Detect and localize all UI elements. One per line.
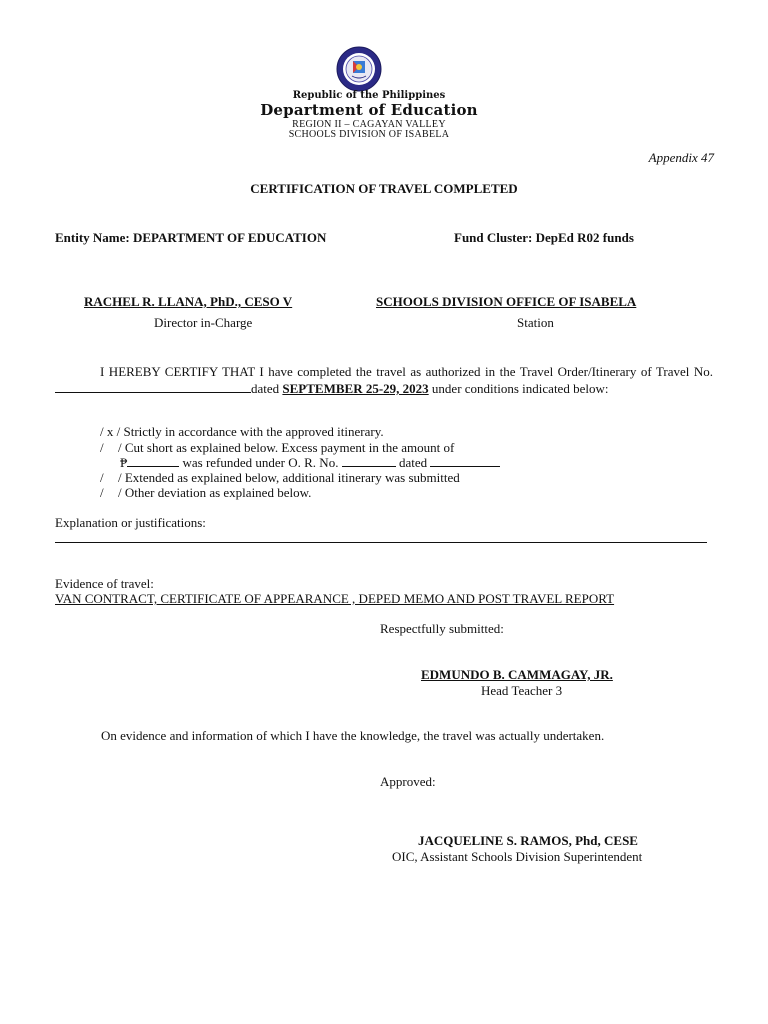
document-title: CERTIFICATION OF TRAVEL COMPLETED	[250, 181, 518, 196]
refund-date-blank	[430, 455, 500, 467]
approver-role: OIC, Assistant Schools Division Superintendent	[392, 849, 643, 864]
explanation-line	[55, 542, 707, 543]
evidence-label: Evidence of travel:	[55, 576, 154, 591]
director-name: RACHEL R. LLANA, PhD., CESO V	[84, 294, 293, 309]
knowledge-statement: On evidence and information of which I have the knowledge, the travel was actually undertaken.	[101, 728, 605, 743]
condition-deviation-mark: /	[100, 485, 104, 500]
condition-extended: / Extended as explained below, additional itinerary was submitted	[118, 470, 460, 485]
travel-order-number-blank	[55, 381, 251, 393]
letterhead-republic: Republic of the Philippines	[292, 90, 446, 101]
letterhead-region: REGION II – CAGAYAN VALLEY	[292, 119, 446, 130]
condition-cut-short: / Cut short as explained below. Excess payment in the amount of	[118, 440, 455, 455]
director-role: Director in-Charge	[154, 315, 253, 330]
refund-amount-blank	[127, 455, 179, 467]
station-label: Station	[517, 315, 554, 330]
submitter-role: Head Teacher 3	[481, 683, 563, 698]
respectfully-submitted: Respectfully submitted:	[380, 621, 504, 636]
letterhead-department: Department of Education	[260, 101, 478, 119]
letterhead-division: SCHOOLS DIVISION OF ISABELA	[288, 129, 450, 140]
certification-paragraph: I HEREBY CERTIFY THAT I have completed the travel as authorized in the Travel Order/Itinerary of Travel No. dated SEPTEMBER 25-29, 2023 under conditions indicated below:	[55, 363, 713, 397]
submitter-name: EDMUNDO B. CAMMAGAY, JR.	[421, 667, 613, 682]
condition-itinerary: / x / Strictly in accordance with the approved itinerary.	[100, 424, 384, 439]
condition-refund-line: ₱ was refunded under O. R. No. dated	[120, 455, 500, 471]
evidence-text: VAN CONTRACT, CERTIFICATE OF APPEARANCE , DEPED MEMO AND POST TRAVEL REPORT	[55, 591, 615, 606]
appendix-label: Appendix 47	[648, 150, 714, 165]
travel-date: SEPTEMBER 25-29, 2023	[282, 381, 429, 396]
condition-cut-short-mark: /	[100, 440, 104, 455]
fund-cluster: Fund Cluster: DepEd R02 funds	[454, 230, 634, 245]
station-name: SCHOOLS DIVISION OFFICE OF ISABELA	[376, 294, 637, 309]
condition-deviation: / Other deviation as explained below.	[118, 485, 312, 500]
explanation-label: Explanation or justifications:	[55, 515, 206, 530]
deped-seal-logo	[336, 46, 382, 92]
entity-name: Entity Name: DEPARTMENT OF EDUCATION	[55, 230, 327, 245]
approved-label: Approved:	[380, 774, 436, 789]
condition-extended-mark: /	[100, 470, 104, 485]
or-number-blank	[342, 455, 396, 467]
approver-name: JACQUELINE S. RAMOS, Phd, CESE	[418, 833, 638, 848]
